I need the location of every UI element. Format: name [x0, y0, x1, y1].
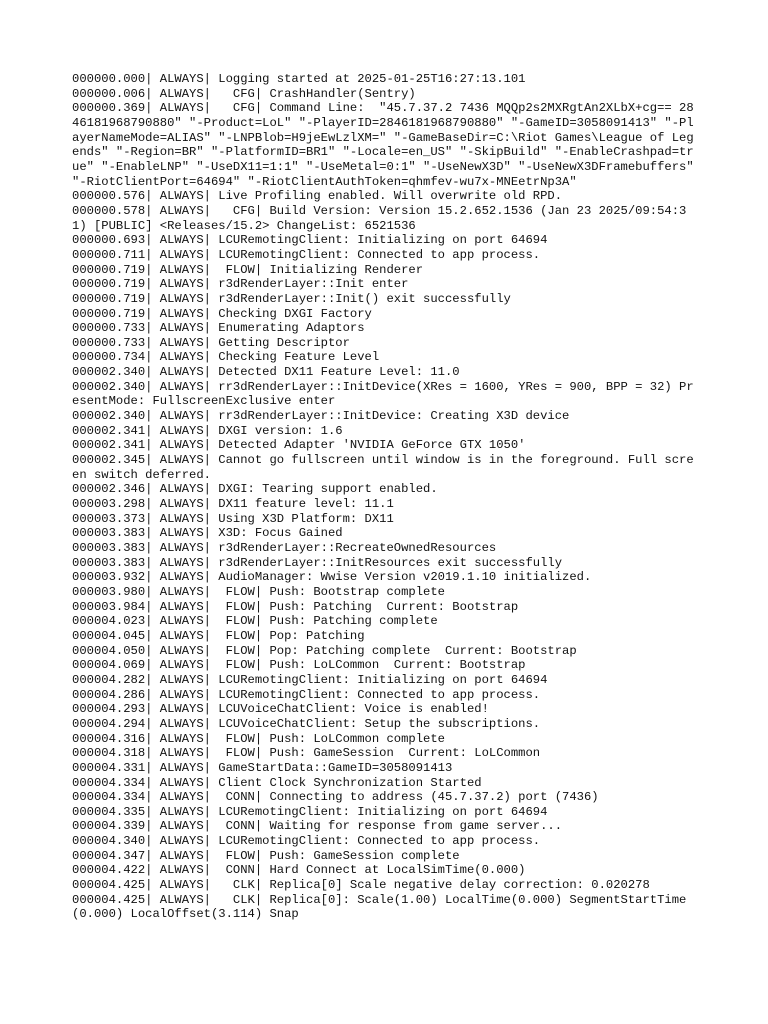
- log-line: 000000.576| ALWAYS| Live Profiling enabled. Will overwrite old RPD.: [72, 189, 563, 204]
- log-text: [72, 72, 701, 922]
- log-line: 000000.719| ALWAYS| r3dRenderLayer::Init() exit successfully: [72, 291, 511, 306]
- log-line: 000000.711| ALWAYS| LCURemotingClient: Connected to app process.: [72, 247, 541, 262]
- log-line: 000000.733| ALWAYS| Getting Descriptor: [72, 335, 350, 350]
- log-line: 000002.340| ALWAYS| Detected DX11 Feature Level: 11.0: [72, 365, 460, 380]
- log-line: 000003.373| ALWAYS| Using X3D Platform: DX11: [72, 511, 394, 526]
- log-line: 000003.298| ALWAYS| DX11 feature level: 11.1: [72, 497, 394, 512]
- log-line: 000004.293| ALWAYS| LCUVoiceChatClient: Voice is enabled!: [72, 702, 489, 717]
- log-line: 000003.383| ALWAYS| X3D: Focus Gained: [72, 526, 343, 541]
- log-line: 000000.719| ALWAYS| Checking DXGI Factory: [72, 306, 372, 321]
- log-line: 000000.000| ALWAYS| Logging started at 2025-01-25T16:27:13.101: [72, 72, 526, 86]
- log-line: 000004.334| ALWAYS| CONN| Connecting to address (45.7.37.2) port (7436): [72, 790, 599, 805]
- log-line: 000003.932| ALWAYS| AudioManager: Wwise Version v2019.1.10 initialized.: [72, 570, 592, 585]
- log-line: 000004.425| ALWAYS| CLK| Replica[0]: Scale(1.00) LocalTime(0.000) SegmentStartTime(0.000) LocalOffset(3.114) Snap: [72, 892, 687, 922]
- log-line: 000000.693| ALWAYS| LCURemotingClient: Initializing on port 64694: [72, 233, 548, 248]
- log-line: 000004.339| ALWAYS| CONN| Waiting for response from game server...: [72, 819, 563, 834]
- log-line: 000000.369| ALWAYS| CFG| Command Line: "45.7.37.2 7436 MQQp2s2MXRgtAn2XLbX+cg== 2846181968790880" "-Product=LoL" "-PlayerID=2846181968790880" "-GameID=3058091413" "-PlayerNameMode=ALIAS" "-LNPBlob=H9jeEwLzlXM=" "-GameBaseDir=C:\Riot Games\League of Legends" "-Region=BR" "-PlatformID=BR1" "-Locale=en_US" "-SkipBuild" "-EnableCrashpad=true" "-EnableLNP" "-UseDX11=1:1" "-UseMetal=0:1" "-UseNewX3D" "-UseNewX3DFramebuffers" "-RiotClientPort=64694" "-RiotClientAuthToken=qhmfev-wu7x-MNEetrNp3A": [72, 101, 701, 189]
- log-line: 000002.340| ALWAYS| rr3dRenderLayer::InitDevice(XRes = 1600, YRes = 900, BPP = 32) PresentMode: FullscreenExclusive enter: [72, 379, 694, 409]
- log-line: 000002.341| ALWAYS| Detected Adapter 'NVIDIA GeForce GTX 1050': [72, 438, 526, 453]
- log-document: [72, 72, 701, 922]
- log-line: 000004.425| ALWAYS| CLK| Replica[0] Scale negative delay correction: 0.020278: [72, 878, 650, 893]
- log-line: 000004.318| ALWAYS| FLOW| Push: GameSession Current: LoLCommon: [72, 746, 541, 761]
- log-line: 000004.316| ALWAYS| FLOW| Push: LoLCommon complete: [72, 731, 445, 746]
- log-line: 000002.340| ALWAYS| rr3dRenderLayer::InitDevice: Creating X3D device: [72, 409, 570, 424]
- log-line: 000003.980| ALWAYS| FLOW| Push: Bootstrap complete: [72, 584, 445, 599]
- log-line: 000002.341| ALWAYS| DXGI version: 1.6: [72, 423, 343, 438]
- log-line: 000000.733| ALWAYS| Enumerating Adaptors: [72, 321, 365, 336]
- log-line: 000002.346| ALWAYS| DXGI: Tearing support enabled.: [72, 482, 438, 497]
- log-line: 000004.335| ALWAYS| LCURemotingClient: Initializing on port 64694: [72, 804, 548, 819]
- log-line: 000002.345| ALWAYS| Cannot go fullscreen until window is in the foreground. Full screen switch deferred.: [72, 453, 694, 482]
- log-line: 000000.734| ALWAYS| Checking Feature Level: [72, 350, 380, 365]
- log-line: 000004.294| ALWAYS| LCUVoiceChatClient: Setup the subscriptions.: [72, 716, 541, 731]
- log-line: 000004.069| ALWAYS| FLOW| Push: LoLCommon Current: Bootstrap: [72, 658, 526, 673]
- log-line: 000000.719| ALWAYS| r3dRenderLayer::Init enter: [72, 277, 409, 292]
- log-line: 000003.383| ALWAYS| r3dRenderLayer::RecreateOwnedResources: [72, 541, 497, 555]
- log-line: 000003.383| ALWAYS| r3dRenderLayer::InitResources exit successfully: [72, 555, 563, 570]
- log-line: 000003.984| ALWAYS| FLOW| Push: Patching Current: Bootstrap: [72, 599, 519, 614]
- log-line: 000004.282| ALWAYS| LCURemotingClient: Initializing on port 64694: [72, 672, 548, 687]
- log-line: 000004.023| ALWAYS| FLOW| Push: Patching complete: [72, 614, 438, 629]
- log-line: 000000.578| ALWAYS| CFG| Build Version: Version 15.2.652.1536 (Jan 23 2025/09:54:31) [PUBLIC] <Releases/15.2> ChangeList: 6521536: [72, 203, 687, 233]
- log-line: 000004.331| ALWAYS| GameStartData::GameID=3058091413: [72, 760, 453, 775]
- log-line: 000004.340| ALWAYS| LCURemotingClient: Connected to app process.: [72, 834, 541, 849]
- log-line: 000004.045| ALWAYS| FLOW| Pop: Patching: [72, 628, 365, 643]
- log-line: 000004.334| ALWAYS| Client Clock Synchronization Started: [72, 775, 482, 790]
- log-line: 000004.347| ALWAYS| FLOW| Push: GameSession complete: [72, 848, 460, 863]
- log-line: 000000.006| ALWAYS| CFG| CrashHandler(Sentry): [72, 86, 416, 101]
- log-line: 000004.422| ALWAYS| CONN| Hard Connect at LocalSimTime(0.000): [72, 863, 526, 878]
- log-line: 000000.719| ALWAYS| FLOW| Initializing Renderer: [72, 262, 424, 277]
- log-line: 000004.286| ALWAYS| LCURemotingClient: Connected to app process.: [72, 687, 541, 702]
- log-line: 000004.050| ALWAYS| FLOW| Pop: Patching complete Current: Bootstrap: [72, 643, 577, 658]
